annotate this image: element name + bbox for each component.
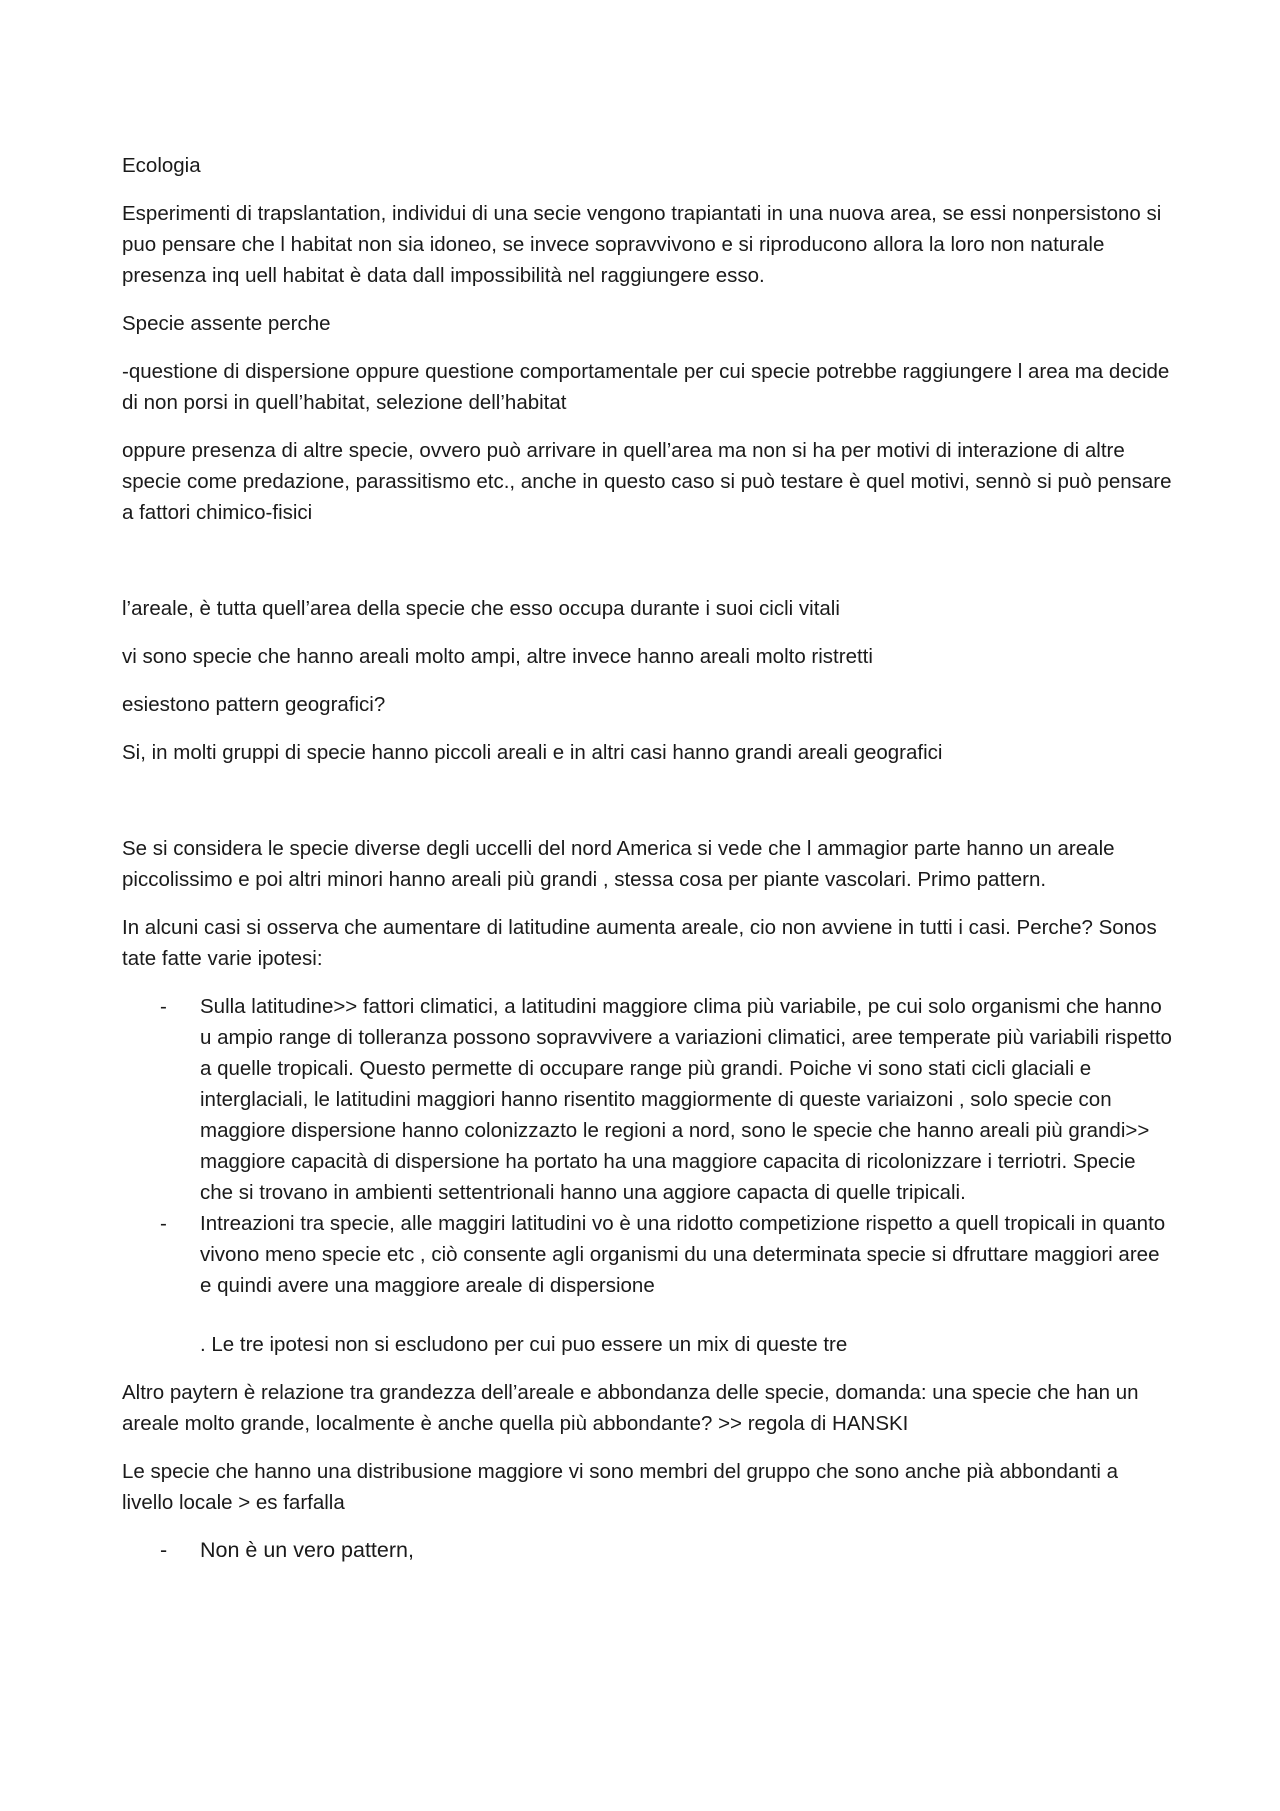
bullet-dash: - [160, 1538, 168, 1562]
paragraph-species-absent: Specie assente perche [122, 312, 331, 335]
final-list [122, 1535, 1172, 1566]
document-page [122, 150, 1172, 1594]
blank-line [122, 545, 1172, 593]
paragraph-pattern-answer: Si, in molti gruppi di specie hanno piccoli areali e in altri casi hanno grandi areali geografici [122, 741, 943, 764]
list-item-text: Intreazioni tra specie, alle maggiri latitudini vo è una ridotto competizione rispetto a quell tropicali in quanto vivono meno specie etc , ciò consente agli organismi du una determinata specie si dfruttare maggiori aree e quindi avere una maggiore areale di dispersione [200, 1212, 1166, 1297]
blank-line [122, 785, 1172, 833]
list-item [122, 1535, 1172, 1566]
paragraph-birds: Se si considera le specie diverse degli uccelli del nord America si vede che l ammagior parte hanno un areale piccolissimo e poi altri minori hanno areali più grandi , stessa cosa per piante vascolari. Primo pattern. [122, 837, 1115, 891]
paragraph-other-species: oppure presenza di altre specie, ovvero può arrivare in quell’area ma non si ha per motivi di interazione di altre specie come predazione, parassitismo etc., anche in questo caso si può testare è quel motivi, sennò si può pensare a fattori chimico-fisici [122, 439, 1172, 524]
list-item [122, 1208, 1172, 1301]
list-item [122, 991, 1172, 1208]
hypotheses-list [122, 991, 1172, 1301]
paragraph-dispersion: -questione di dispersione oppure questione comportamentale per cui specie potrebbe raggiungere l area ma decide di non porsi in quell’habitat, selezione dell’habitat [122, 360, 1170, 414]
list-item-text: Sulla latitudine>> fattori climatici, a latitudini maggiore clima più variabile, pe cui solo organismi che hanno u ampio range di tolleranza possono sopravvivere a variazioni climatici, aree temperate più variabili rispetto a quelle tropicali. Questo permette di occupare range più grandi. Poiche vi sono stati cicli glaciali e interglaciali, le latitudini maggiori hanno risentito maggiormente di queste variaizoni , solo specie con maggiore dispersione hanno colonizzazto le regioni a nord, sono le specie che hanno areali più grandi>> maggiore capacità di dispersione ha portato ha una maggiore capacita di ricolonizzare i terriotri. Specie che si trovano in ambienti settentrionali hanno una aggiore capacta di quelle tripicali. [200, 995, 1172, 1204]
bullet-dash: - [160, 1212, 167, 1235]
paragraph-latitude: In alcuni casi si osserva che aumentare di latitudine aumenta areale, cio non avviene in tutti i casi. Perche? Sonos tate fatte varie ipotesi: [122, 916, 1157, 970]
paragraph-pattern-question: esiestono pattern geografici? [122, 693, 386, 716]
list-item-text: Non è un vero pattern, [200, 1538, 414, 1562]
paragraph-areale: l’areale, è tutta quell’area della specie che esso occupa durante i suoi cicli vitali [122, 597, 840, 620]
paragraph-distribution: Le specie che hanno una distribusione maggiore vi sono membri del gruppo che sono anche pià abbondanti a livello locale > es farfalla [122, 1460, 1119, 1514]
bullet-dash: - [160, 995, 167, 1018]
document-title: Ecologia [122, 154, 201, 177]
paragraph-transplantation: Esperimenti di trapslantation, individui di una secie vengono trapiantati in una nuova area, se essi nonpersistono si puo pensare che l habitat non sia idoneo, se invece sopravvivono e si riproducono allora la loro non naturale presenza inq uell habitat è data dall impossibilità nel raggiungere esso. [122, 202, 1162, 287]
paragraph-hypotheses-note: . Le tre ipotesi non si escludono per cui puo essere un mix di queste tre [200, 1333, 848, 1356]
paragraph-areali-ampi: vi sono specie che hanno areali molto ampi, altre invece hanno areali molto ristretti [122, 645, 873, 668]
paragraph-hanski: Altro paytern è relazione tra grandezza dell’areale e abbondanza delle specie, domanda: una specie che han un areale molto grande, localmente è anche quella più abbondante? >> regola di HANSKI [122, 1381, 1139, 1435]
